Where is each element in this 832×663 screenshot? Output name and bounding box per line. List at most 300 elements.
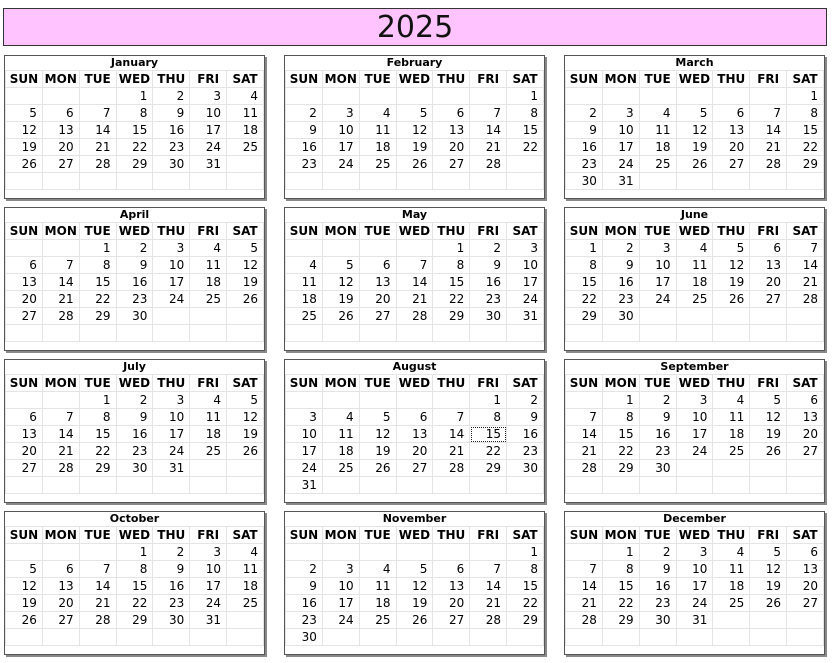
day-cell[interactable] [322,544,359,561]
day-cell[interactable]: 29 [787,156,824,173]
day-cell[interactable]: 30 [639,612,676,629]
day-cell[interactable]: 24 [190,595,227,612]
day-cell[interactable]: 28 [787,291,824,308]
day-cell[interactable]: 14 [470,578,507,595]
day-cell[interactable]: 13 [433,578,470,595]
day-cell[interactable]: 31 [190,612,227,629]
day-cell[interactable] [676,477,713,494]
day-cell[interactable]: 24 [676,595,713,612]
day-cell[interactable] [6,392,43,409]
day-cell[interactable] [6,88,43,105]
day-cell[interactable]: 27 [787,443,824,460]
day-cell[interactable]: 5 [6,105,43,122]
day-cell[interactable]: 11 [713,409,750,426]
day-cell[interactable]: 22 [116,139,153,156]
day-cell[interactable]: 16 [639,578,676,595]
day-cell[interactable]: 22 [79,443,116,460]
day-cell[interactable]: 12 [6,578,43,595]
day-cell[interactable]: 17 [602,139,639,156]
day-cell[interactable]: 29 [566,308,603,325]
day-cell[interactable]: 2 [286,105,323,122]
day-cell[interactable]: 10 [602,122,639,139]
day-cell[interactable]: 17 [286,443,323,460]
day-cell[interactable]: 17 [639,274,676,291]
day-cell[interactable]: 13 [433,122,470,139]
day-cell[interactable] [566,392,603,409]
day-cell[interactable]: 13 [787,409,824,426]
day-cell[interactable]: 27 [787,595,824,612]
day-cell[interactable]: 19 [396,595,433,612]
day-cell[interactable]: 24 [602,156,639,173]
day-cell[interactable]: 11 [322,426,359,443]
day-cell[interactable] [639,88,676,105]
day-cell[interactable]: 16 [507,426,544,443]
day-cell[interactable]: 30 [602,308,639,325]
day-cell[interactable]: 3 [286,409,323,426]
day-cell[interactable]: 29 [602,460,639,477]
day-cell[interactable]: 25 [322,460,359,477]
day-cell[interactable]: 2 [602,240,639,257]
day-cell[interactable]: 26 [227,443,264,460]
day-cell[interactable]: 11 [190,409,227,426]
day-cell[interactable]: 20 [42,139,79,156]
day-cell[interactable]: 3 [153,240,190,257]
day-cell[interactable]: 6 [6,409,43,426]
day-cell[interactable]: 28 [470,156,507,173]
day-cell[interactable] [470,325,507,342]
day-cell[interactable]: 5 [227,392,264,409]
day-cell[interactable]: 14 [79,122,116,139]
day-cell[interactable]: 7 [79,561,116,578]
day-cell[interactable]: 10 [190,561,227,578]
day-cell[interactable]: 2 [639,544,676,561]
day-cell[interactable] [42,477,79,494]
day-cell[interactable] [227,308,264,325]
day-cell[interactable] [42,88,79,105]
day-cell[interactable]: 19 [676,139,713,156]
day-cell[interactable] [433,325,470,342]
day-cell[interactable]: 19 [750,578,787,595]
day-cell[interactable]: 18 [359,139,396,156]
day-cell[interactable]: 24 [676,443,713,460]
day-cell[interactable] [359,325,396,342]
day-cell[interactable]: 1 [470,392,507,409]
day-cell[interactable]: 23 [153,595,190,612]
day-cell[interactable]: 2 [470,240,507,257]
day-cell[interactable]: 17 [190,122,227,139]
day-cell[interactable]: 14 [787,257,824,274]
day-cell[interactable]: 8 [433,257,470,274]
day-cell[interactable]: 7 [42,257,79,274]
day-cell[interactable]: 15 [507,122,544,139]
day-cell[interactable]: 17 [676,578,713,595]
day-cell[interactable] [190,460,227,477]
day-cell[interactable]: 5 [750,392,787,409]
day-cell[interactable]: 22 [507,139,544,156]
day-cell[interactable]: 5 [713,240,750,257]
day-cell[interactable] [359,88,396,105]
day-cell[interactable]: 23 [507,443,544,460]
day-cell[interactable] [639,308,676,325]
day-cell[interactable]: 15 [79,274,116,291]
day-cell[interactable]: 21 [566,443,603,460]
day-cell[interactable]: 26 [359,460,396,477]
day-cell[interactable]: 9 [286,578,323,595]
day-cell[interactable]: 3 [322,561,359,578]
day-cell[interactable]: 28 [433,460,470,477]
day-cell[interactable]: 13 [750,257,787,274]
day-cell[interactable]: 19 [227,426,264,443]
day-cell[interactable]: 4 [639,105,676,122]
day-cell[interactable] [153,477,190,494]
day-cell[interactable]: 15 [116,578,153,595]
day-cell[interactable]: 7 [470,105,507,122]
day-cell[interactable]: 4 [359,561,396,578]
day-cell[interactable]: 12 [227,257,264,274]
day-cell[interactable] [639,629,676,646]
day-cell[interactable] [42,392,79,409]
day-cell[interactable]: 4 [713,544,750,561]
day-cell[interactable]: 25 [713,443,750,460]
day-cell[interactable]: 21 [566,595,603,612]
day-cell[interactable] [286,173,323,190]
day-cell[interactable]: 4 [190,240,227,257]
day-cell[interactable] [79,544,116,561]
day-cell[interactable]: 12 [322,274,359,291]
day-cell[interactable]: 12 [713,257,750,274]
day-cell[interactable]: 2 [153,88,190,105]
day-cell[interactable]: 11 [713,561,750,578]
day-cell[interactable]: 20 [713,139,750,156]
day-cell[interactable] [713,477,750,494]
day-cell[interactable]: 6 [433,561,470,578]
day-cell[interactable]: 26 [396,612,433,629]
day-cell[interactable]: 31 [153,460,190,477]
day-cell[interactable]: 8 [507,561,544,578]
day-cell[interactable]: 6 [42,105,79,122]
day-cell[interactable]: 14 [42,426,79,443]
day-cell[interactable] [750,460,787,477]
day-cell[interactable]: 23 [153,139,190,156]
day-cell[interactable]: 3 [322,105,359,122]
day-cell[interactable] [79,88,116,105]
day-cell[interactable]: 5 [6,561,43,578]
day-cell[interactable]: 28 [470,612,507,629]
day-cell[interactable]: 25 [639,156,676,173]
day-cell[interactable]: 5 [750,544,787,561]
day-cell[interactable]: 27 [433,612,470,629]
day-cell[interactable]: 22 [602,595,639,612]
day-cell[interactable]: 15 [602,426,639,443]
day-cell[interactable]: 20 [433,595,470,612]
day-cell[interactable]: 24 [190,139,227,156]
day-cell[interactable]: 11 [639,122,676,139]
day-cell[interactable] [750,629,787,646]
day-cell[interactable]: 9 [286,122,323,139]
day-cell[interactable]: 7 [42,409,79,426]
day-cell[interactable]: 2 [153,544,190,561]
day-cell[interactable]: 12 [396,578,433,595]
day-cell[interactable]: 24 [507,291,544,308]
day-cell[interactable] [470,477,507,494]
day-cell[interactable]: 2 [566,105,603,122]
day-cell[interactable]: 29 [602,612,639,629]
day-cell[interactable] [396,240,433,257]
day-cell[interactable] [79,173,116,190]
day-cell[interactable]: 20 [359,291,396,308]
day-cell[interactable]: 14 [470,122,507,139]
day-cell[interactable]: 16 [153,122,190,139]
day-cell[interactable]: 17 [153,274,190,291]
day-cell[interactable] [190,308,227,325]
day-cell[interactable]: 28 [42,460,79,477]
day-cell[interactable]: 28 [750,156,787,173]
day-cell[interactable]: 6 [787,392,824,409]
day-cell[interactable]: 8 [79,257,116,274]
day-cell[interactable] [713,460,750,477]
day-cell[interactable]: 8 [566,257,603,274]
day-cell[interactable]: 24 [639,291,676,308]
day-cell[interactable] [433,544,470,561]
day-cell[interactable]: 6 [713,105,750,122]
day-cell[interactable] [116,477,153,494]
day-cell[interactable]: 24 [286,460,323,477]
day-cell[interactable]: 16 [470,274,507,291]
day-cell[interactable]: 18 [227,122,264,139]
day-cell[interactable]: 21 [433,443,470,460]
day-cell[interactable]: 1 [79,240,116,257]
day-cell[interactable] [750,612,787,629]
day-cell[interactable]: 25 [190,291,227,308]
day-cell[interactable]: 9 [116,257,153,274]
day-cell[interactable]: 12 [676,122,713,139]
day-cell[interactable]: 25 [359,156,396,173]
day-cell[interactable]: 25 [227,595,264,612]
day-cell[interactable] [227,156,264,173]
day-cell[interactable]: 20 [787,426,824,443]
day-cell[interactable]: 17 [676,426,713,443]
day-cell[interactable]: 25 [286,308,323,325]
day-cell[interactable]: 6 [359,257,396,274]
day-cell[interactable]: 18 [322,443,359,460]
day-cell[interactable]: 26 [227,291,264,308]
day-cell[interactable] [566,325,603,342]
day-cell[interactable] [153,629,190,646]
day-cell[interactable]: 23 [602,291,639,308]
day-cell[interactable]: 13 [42,122,79,139]
day-cell[interactable]: 2 [116,240,153,257]
day-cell[interactable] [6,240,43,257]
day-cell[interactable]: 28 [79,156,116,173]
day-cell[interactable]: 3 [190,544,227,561]
day-cell[interactable]: 27 [396,460,433,477]
day-cell[interactable]: 8 [507,105,544,122]
day-cell[interactable]: 8 [787,105,824,122]
day-cell[interactable]: 5 [396,105,433,122]
day-cell[interactable] [507,325,544,342]
day-cell[interactable] [153,308,190,325]
day-cell[interactable]: 21 [79,595,116,612]
day-cell[interactable] [602,325,639,342]
day-cell[interactable] [639,477,676,494]
day-cell[interactable] [286,325,323,342]
day-cell[interactable]: 28 [566,460,603,477]
day-cell[interactable]: 30 [116,460,153,477]
day-cell[interactable]: 31 [286,477,323,494]
day-cell[interactable]: 3 [153,392,190,409]
day-cell[interactable]: 29 [433,308,470,325]
day-cell[interactable]: 11 [190,257,227,274]
day-cell[interactable] [6,544,43,561]
day-cell[interactable]: 26 [6,156,43,173]
day-cell[interactable]: 7 [566,409,603,426]
day-cell[interactable]: 9 [153,105,190,122]
day-cell[interactable] [566,88,603,105]
day-cell[interactable]: 15 [787,122,824,139]
day-cell[interactable]: 25 [190,443,227,460]
day-cell[interactable]: 26 [750,443,787,460]
day-cell[interactable]: 3 [602,105,639,122]
day-cell[interactable] [787,629,824,646]
day-cell[interactable] [470,88,507,105]
day-cell[interactable] [787,477,824,494]
day-cell[interactable]: 3 [676,392,713,409]
day-cell[interactable]: 2 [286,561,323,578]
day-cell[interactable]: 30 [153,612,190,629]
day-cell[interactable]: 23 [639,443,676,460]
day-cell[interactable]: 13 [713,122,750,139]
day-cell[interactable] [227,629,264,646]
day-cell[interactable]: 22 [433,291,470,308]
day-cell[interactable]: 5 [396,561,433,578]
day-cell[interactable] [507,477,544,494]
day-cell[interactable]: 30 [470,308,507,325]
day-cell[interactable]: 8 [602,561,639,578]
day-cell[interactable]: 26 [322,308,359,325]
day-cell[interactable]: 1 [602,392,639,409]
day-cell[interactable] [322,392,359,409]
day-cell[interactable] [396,325,433,342]
day-cell[interactable]: 30 [153,156,190,173]
day-cell[interactable] [713,629,750,646]
day-cell[interactable]: 9 [153,561,190,578]
day-cell[interactable]: 24 [153,443,190,460]
day-cell[interactable]: 4 [190,392,227,409]
day-cell[interactable]: 14 [79,578,116,595]
day-cell[interactable]: 27 [433,156,470,173]
day-cell[interactable]: 1 [116,544,153,561]
day-cell[interactable] [433,629,470,646]
day-cell[interactable]: 19 [359,443,396,460]
day-cell[interactable]: 10 [507,257,544,274]
day-cell[interactable] [359,629,396,646]
day-cell[interactable]: 12 [227,409,264,426]
day-cell[interactable] [42,544,79,561]
day-cell[interactable]: 1 [787,88,824,105]
day-cell[interactable] [286,240,323,257]
day-cell[interactable]: 31 [676,612,713,629]
day-cell[interactable]: 12 [359,426,396,443]
day-cell[interactable]: 4 [227,544,264,561]
day-cell[interactable] [359,173,396,190]
day-cell[interactable]: 21 [79,139,116,156]
day-cell[interactable]: 19 [6,595,43,612]
day-cell[interactable]: 9 [470,257,507,274]
day-cell[interactable] [787,308,824,325]
day-cell[interactable] [566,477,603,494]
day-cell[interactable]: 18 [190,274,227,291]
day-cell[interactable]: 18 [713,578,750,595]
day-cell[interactable]: 10 [676,561,713,578]
day-cell[interactable]: 15 [566,274,603,291]
day-cell[interactable]: 8 [116,105,153,122]
day-cell[interactable]: 6 [750,240,787,257]
day-cell[interactable]: 4 [676,240,713,257]
day-cell[interactable] [713,173,750,190]
day-cell[interactable]: 16 [153,578,190,595]
day-cell[interactable]: 22 [507,595,544,612]
day-cell[interactable]: 15 [470,426,507,443]
day-cell[interactable]: 14 [42,274,79,291]
day-cell[interactable]: 16 [639,426,676,443]
day-cell[interactable]: 22 [470,443,507,460]
day-cell[interactable]: 8 [79,409,116,426]
day-cell[interactable]: 13 [787,561,824,578]
day-cell[interactable]: 30 [507,460,544,477]
day-cell[interactable]: 30 [286,629,323,646]
day-cell[interactable]: 31 [507,308,544,325]
day-cell[interactable]: 9 [116,409,153,426]
day-cell[interactable] [787,325,824,342]
day-cell[interactable]: 5 [676,105,713,122]
day-cell[interactable]: 25 [227,139,264,156]
day-cell[interactable]: 1 [116,88,153,105]
day-cell[interactable] [6,173,43,190]
day-cell[interactable]: 19 [322,291,359,308]
day-cell[interactable]: 29 [116,156,153,173]
day-cell[interactable]: 1 [433,240,470,257]
day-cell[interactable]: 19 [713,274,750,291]
day-cell[interactable]: 16 [116,274,153,291]
day-cell[interactable] [566,629,603,646]
day-cell[interactable]: 27 [713,156,750,173]
day-cell[interactable]: 26 [396,156,433,173]
day-cell[interactable]: 25 [676,291,713,308]
day-cell[interactable] [396,629,433,646]
day-cell[interactable] [79,477,116,494]
day-cell[interactable]: 17 [153,426,190,443]
day-cell[interactable] [396,544,433,561]
day-cell[interactable]: 13 [42,578,79,595]
day-cell[interactable] [787,460,824,477]
day-cell[interactable] [787,612,824,629]
day-cell[interactable]: 24 [153,291,190,308]
day-cell[interactable]: 3 [507,240,544,257]
day-cell[interactable]: 23 [639,595,676,612]
day-cell[interactable] [42,629,79,646]
day-cell[interactable]: 8 [602,409,639,426]
day-cell[interactable] [507,629,544,646]
day-cell[interactable]: 11 [359,578,396,595]
day-cell[interactable]: 10 [676,409,713,426]
day-cell[interactable] [227,460,264,477]
day-cell[interactable]: 15 [433,274,470,291]
day-cell[interactable]: 16 [566,139,603,156]
day-cell[interactable]: 6 [6,257,43,274]
day-cell[interactable] [713,308,750,325]
day-cell[interactable]: 23 [286,156,323,173]
day-cell[interactable] [507,173,544,190]
